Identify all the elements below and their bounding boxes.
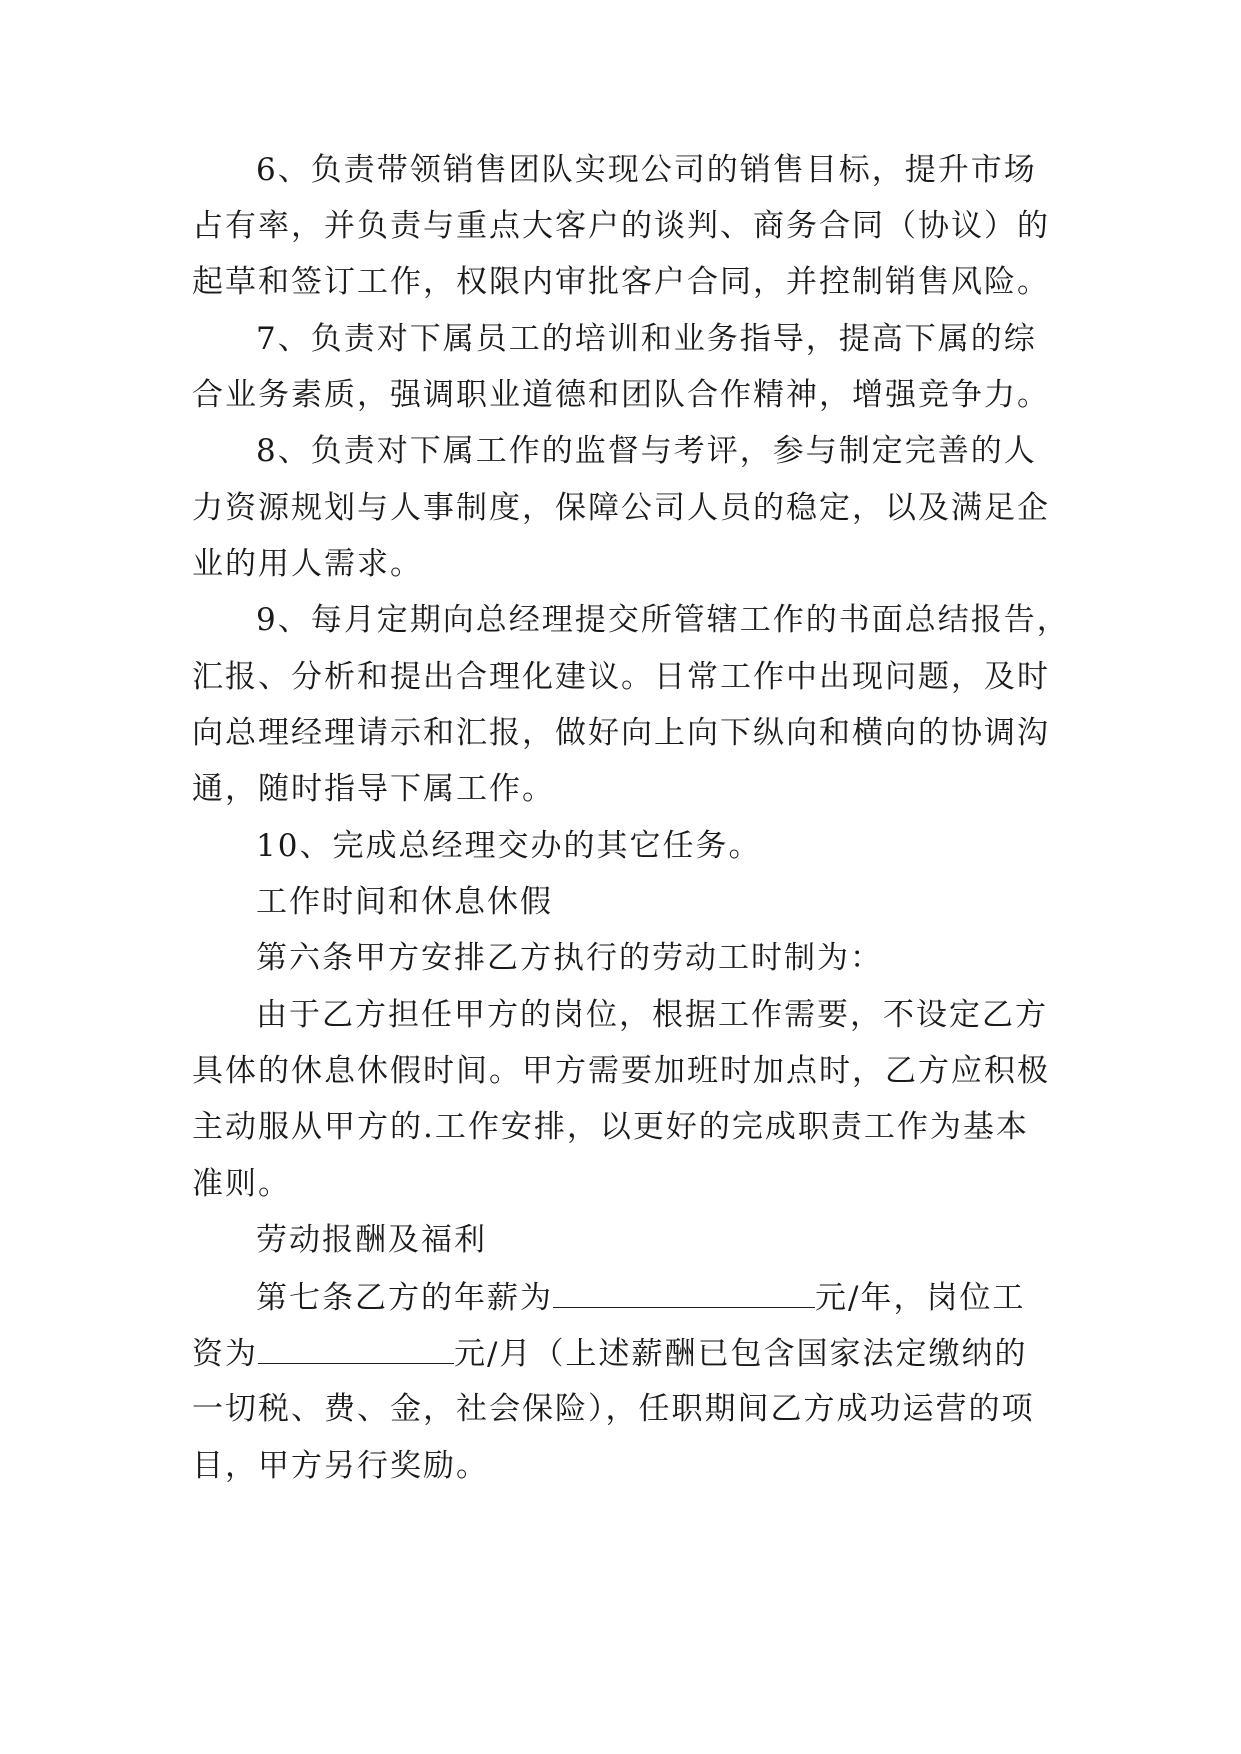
text-line: 由于乙方担任甲方的岗位，根据工作需要，不设定乙方 xyxy=(256,997,1048,1033)
text-line: 7、负责对下属员工的培训和业务指导，提高下属的综 xyxy=(256,321,1037,357)
section-heading: 劳动报酬及福利 xyxy=(256,1222,487,1258)
text-line: 合业务素质，强调职业道德和团队合作精神，增强竞争力。 xyxy=(192,377,1050,413)
text-line: 占有率，并负责与重点大客户的谈判、商务合同（协议）的 xyxy=(192,208,1050,244)
salary-text: 元/月（上述薪酬已包含国家法定缴纳的 xyxy=(454,1336,1028,1372)
text-line: 目，甲方另行奖励。 xyxy=(192,1448,489,1484)
text-line: 汇报、分析和提出合理化建议。日常工作中出现问题，及时 xyxy=(192,659,1050,695)
salary-line xyxy=(192,1333,1072,1373)
text-line: 力资源规划与人事制度，保障公司人员的稳定，以及满足企 xyxy=(192,490,1050,526)
text-line: 第六条甲方安排乙方执行的劳动工时制为： xyxy=(256,940,883,976)
text-line: 8、负责对下属工作的监督与考评，参与制定完善的人 xyxy=(256,433,1037,469)
text-line: 业的用人需求。 xyxy=(192,546,423,582)
monthly-salary-blank[interactable] xyxy=(258,1333,454,1364)
text-line: 通，随时指导下属工作。 xyxy=(192,771,555,807)
text-line: 向总理经理请示和汇报，做好向上向下纵向和横向的协调沟 xyxy=(192,715,1050,751)
section-heading: 工作时间和休息休假 xyxy=(256,884,553,920)
text-line: 主动服从甲方的.工作安排，以更好的完成职责工作为基本 xyxy=(192,1109,1029,1145)
text-line: 9、每月定期向总经理提交所管辖工作的书面总结报告， xyxy=(256,602,1070,638)
salary-text: 第七条乙方的年薪为 xyxy=(256,1280,553,1316)
salary-text: 资为 xyxy=(192,1336,258,1372)
text-line: 10、完成总经理交办的其它任务。 xyxy=(256,828,762,864)
salary-text: 元/年，岗位工 xyxy=(815,1280,1026,1316)
annual-salary-blank[interactable] xyxy=(553,1277,815,1308)
salary-line xyxy=(256,1277,1072,1317)
text-line: 准则。 xyxy=(192,1166,291,1202)
text-line: 起草和签订工作，权限内审批客户合同，并控制销售风险。 xyxy=(192,264,1050,300)
text-line: 6、负责带领销售团队实现公司的销售目标，提升市场 xyxy=(256,152,1037,188)
text-line: 一切税、费、金，社会保险），任职期间乙方成功运营的项 xyxy=(192,1391,1035,1427)
text-line: 具体的休息休假时间。甲方需要加班时加点时，乙方应积极 xyxy=(192,1053,1050,1089)
